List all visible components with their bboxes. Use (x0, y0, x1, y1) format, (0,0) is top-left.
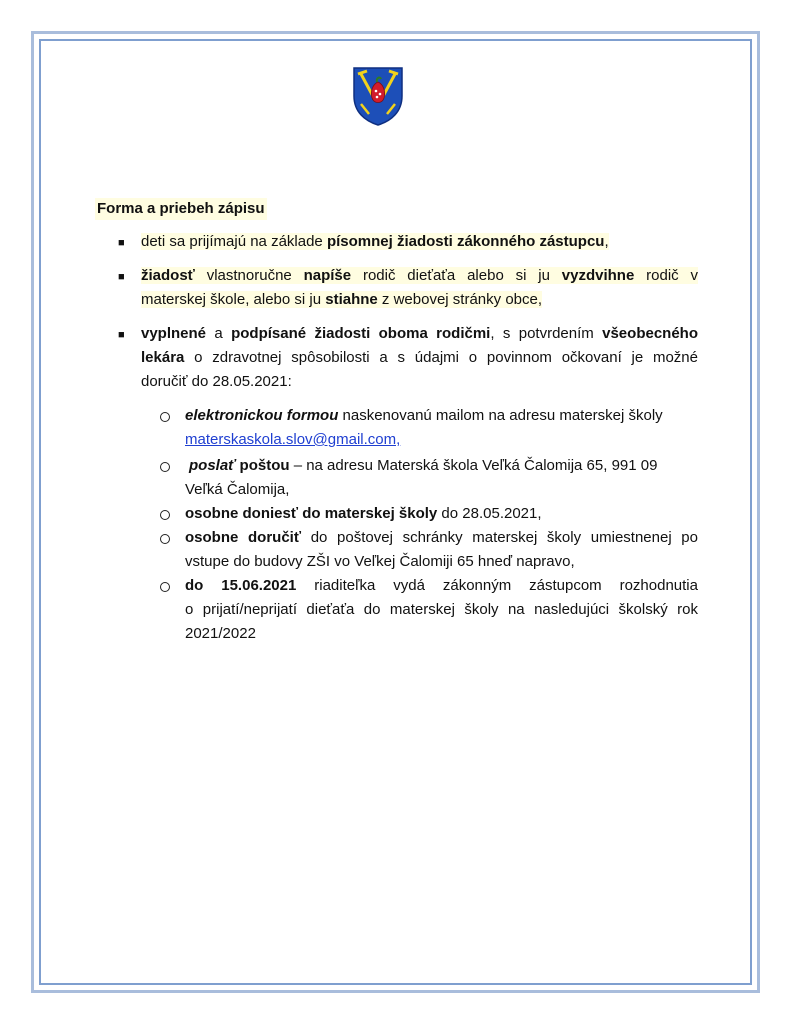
option-item-1 (185, 404, 698, 452)
bullet-3-text-b: a (206, 325, 232, 342)
hollow-circle-bullet-icon (160, 412, 170, 422)
option-item-3 (185, 502, 698, 526)
bullet-item-3 (141, 322, 698, 394)
hollow-circle-bullet-icon (160, 582, 170, 592)
bullet-1-text: deti sa prijímajú na základe (141, 233, 327, 250)
bullet-3-bold-c: podpísané žiadosti oboma rodičmi (231, 325, 491, 342)
bullet-2-bold-a: žiadosť (141, 267, 195, 284)
bullet-2-line2-c: z webovej stránky obce, (377, 291, 543, 308)
bullet-2-line2-bold: stiahne (325, 291, 378, 308)
option-item-2 (189, 454, 698, 478)
bullet-3-bold-e: všeobecného (602, 325, 698, 342)
option-3-bold: osobne doniesť do materskej školy (185, 505, 438, 522)
bullet-3-bold-a: vyplnené (141, 325, 207, 342)
option-5-line3: 2021/2022 (185, 625, 256, 642)
bullet-2-line2-a: materskej škole, alebo si ju (141, 291, 326, 308)
square-bullet-icon: ■ (118, 271, 125, 283)
email-link[interactable]: materskaskola.slov@gmail.com, (185, 431, 401, 448)
option-2-text: – na adresu Materská škola Veľká Čalomija 65, 991 09 (289, 457, 658, 474)
option-4-bold: osobne doručiť (185, 529, 302, 546)
option-item-2-line2 (185, 478, 698, 502)
option-1-bold: elektronickou formou (185, 407, 339, 424)
option-2-line2: Veľká Čalomija, (185, 481, 290, 498)
bullet-3-line2-bold: lekára (141, 349, 185, 366)
bullet-item-1 (141, 230, 698, 254)
option-item-5 (185, 574, 698, 646)
bullet-2-bold-c: napíše (303, 267, 352, 284)
section-heading: Forma a priebeh zápisu (95, 198, 267, 220)
option-3-text: do 28.05.2021, (437, 505, 542, 522)
bullet-2-text-b: vlastnoručne (194, 267, 304, 284)
bullet-1-bold: písomnej žiadosti zákonného zástupcu (326, 233, 605, 250)
option-5-line2: o prijatí/neprijatí dieťaťa do materskej školy na nasledujúci školský rok (185, 601, 698, 618)
bullet-2-text-f: rodič v (634, 267, 698, 284)
bullet-3-line2-text: o zdravotnej spôsobilosti a s údajmi o povinnom očkovaní je možné (184, 349, 698, 366)
bullet-3-text-d: , s potvrdením (490, 325, 603, 342)
hollow-circle-bullet-icon (160, 534, 170, 544)
option-item-4 (185, 526, 698, 574)
option-5-text: riaditeľka vydá zákonným zástupcom rozhodnutia (296, 577, 698, 594)
bullet-3-line3: doručiť do 28.05.2021: (141, 373, 292, 390)
option-2-bold-italic: poslať (189, 457, 236, 474)
option-5-bold: do 15.06.2021 (185, 577, 297, 594)
option-2-bold: poštou (235, 457, 290, 474)
bullet-1-end: , (604, 233, 609, 250)
option-4-text: do poštovej schránky materskej školy umiestnenej po (301, 529, 698, 546)
square-bullet-icon: ■ (118, 329, 125, 341)
coat-of-arms-icon (351, 66, 405, 126)
bullet-2-bold-e: vyzdvihne (561, 267, 635, 284)
option-1-text: naskenovanú mailom na adresu materskej školy (338, 407, 663, 424)
square-bullet-icon: ■ (118, 237, 125, 249)
option-4-line2: vstupe do budovy ZŠI vo Veľkej Čalomiji 65 hneď napravo, (185, 553, 575, 570)
bullet-item-2 (141, 264, 698, 312)
hollow-circle-bullet-icon (160, 510, 170, 520)
bullet-2-text-d: rodič dieťaťa alebo si ju (351, 267, 562, 284)
hollow-circle-bullet-icon (160, 462, 170, 472)
